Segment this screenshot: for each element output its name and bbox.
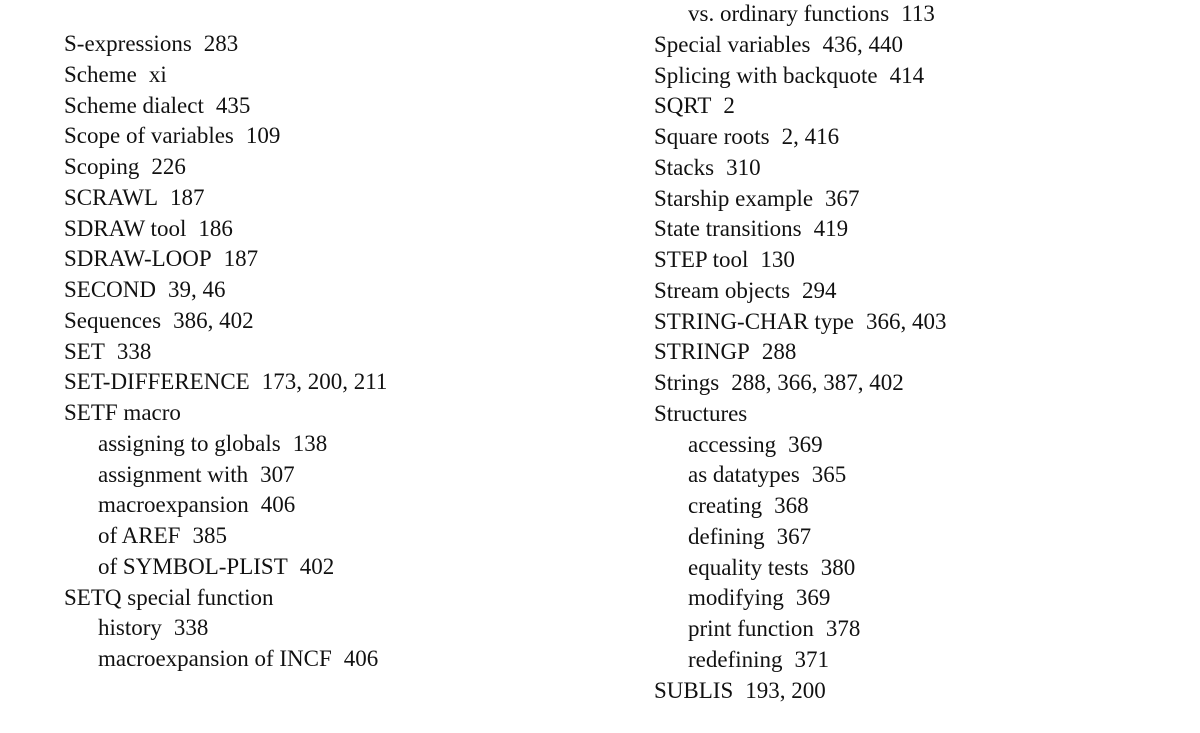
index-entry	[654, 276, 946, 307]
index-page-numbers: 288	[761, 339, 797, 365]
index-subentry	[654, 583, 946, 614]
index-term: SECOND	[64, 277, 157, 302]
index-term: assignment with	[98, 461, 249, 487]
index-page-numbers: 109	[245, 123, 281, 149]
index-term: SETQ special function	[64, 584, 274, 610]
index-entry	[654, 184, 946, 215]
index-subentry	[64, 644, 387, 675]
index-page-numbers: 39, 46	[168, 277, 226, 302]
index-term: modifying	[688, 585, 784, 611]
index-term: SETF macro	[64, 400, 181, 425]
index-subentry	[64, 460, 387, 491]
index-entry	[64, 244, 387, 275]
index-term: SDRAW tool	[64, 215, 187, 241]
index-entry	[654, 337, 946, 368]
index-term: Special variables	[654, 31, 811, 57]
index-column-left	[64, 29, 387, 675]
index-page-numbers: xi	[148, 61, 167, 87]
index-entry	[654, 368, 946, 399]
index-term: Scheme	[64, 61, 137, 87]
index-subentry	[64, 552, 387, 583]
index-entry	[654, 91, 946, 122]
index-page-numbers: 2, 416	[781, 124, 840, 149]
index-page-numbers: 367	[825, 185, 860, 211]
index-term: Square roots	[654, 124, 770, 149]
index-page-numbers: 338	[173, 615, 209, 641]
index-term: STRING-CHAR type	[654, 308, 854, 334]
index-subentry	[654, 645, 946, 676]
index-subentry	[654, 522, 946, 553]
index-term: STRINGP	[654, 339, 750, 365]
index-page-numbers: 369	[788, 431, 823, 457]
index-term: history	[98, 615, 162, 641]
index-entry	[64, 398, 387, 429]
index-page-numbers: 380	[820, 554, 856, 580]
index-term: creating	[688, 493, 763, 518]
index-term: SQRT	[654, 93, 712, 119]
index-page-numbers: 368	[774, 493, 809, 518]
index-term: Stream objects	[654, 277, 791, 303]
index-subentry	[654, 553, 946, 584]
index-subentry	[64, 613, 387, 644]
index-entry	[64, 367, 387, 398]
index-page-numbers: 294	[802, 277, 837, 303]
index-entry	[64, 91, 387, 122]
index-term: State transitions	[654, 216, 802, 242]
index-term: Starship example	[654, 185, 814, 211]
index-entry	[64, 29, 387, 60]
index-term: STEP tool	[654, 247, 749, 272]
index-term: Scheme dialect	[64, 92, 204, 118]
index-term: equality tests	[688, 554, 809, 580]
index-page-numbers: 2	[723, 93, 735, 119]
index-page-numbers: 187	[223, 246, 259, 272]
index-subentry	[654, 491, 946, 522]
index-entry	[654, 214, 946, 245]
index-page-numbers: 113	[901, 1, 935, 26]
index-page-numbers: 402	[299, 553, 335, 579]
index-entry	[64, 275, 387, 306]
index-entry	[654, 676, 946, 707]
index-entry	[654, 153, 946, 184]
index-term: vs. ordinary functions	[688, 1, 890, 26]
index-term: macroexpansion of INCF	[98, 646, 332, 671]
index-page-numbers: 367	[776, 523, 812, 549]
index-page-numbers: 307	[260, 461, 295, 487]
index-page-numbers: 385	[192, 523, 227, 548]
index-term: of SYMBOL-PLIST	[98, 553, 288, 579]
index-page-numbers: 369	[795, 585, 831, 611]
index-entry	[64, 583, 387, 614]
index-term: Scope of variables	[64, 123, 234, 149]
index-term: Sequences	[64, 307, 162, 333]
index-entry	[64, 306, 387, 337]
index-entry	[64, 152, 387, 183]
index-column-right	[654, 0, 946, 706]
index-page-numbers: 338	[116, 338, 152, 364]
index-page-numbers: 138	[292, 430, 328, 456]
index-page-numbers: 193, 200	[745, 677, 826, 703]
index-page-numbers: 288, 366, 387, 402	[731, 370, 904, 395]
index-page-numbers: 414	[889, 62, 925, 88]
index-page-numbers: 386, 402	[173, 307, 254, 333]
index-page-numbers: 378	[825, 616, 861, 641]
index-page-numbers: 226	[151, 154, 186, 179]
index-page-numbers: 436, 440	[822, 31, 903, 57]
index-term: Splicing with backquote	[654, 62, 878, 88]
index-term: S-expressions	[64, 31, 192, 56]
index-entry	[64, 337, 387, 368]
index-term: redefining	[688, 646, 783, 672]
index-subentry	[654, 614, 946, 645]
index-subentry	[64, 490, 387, 521]
index-page-numbers: 187	[170, 184, 205, 210]
index-entry	[64, 121, 387, 152]
index-term: defining	[688, 523, 765, 549]
index-subentry	[64, 521, 387, 552]
index-page-numbers: 310	[726, 154, 761, 180]
index-page-numbers: 419	[813, 216, 849, 242]
index-entry	[654, 399, 946, 430]
index-subentry	[654, 460, 946, 491]
index-term: accessing	[688, 431, 777, 457]
index-page-numbers: 173, 200, 211	[261, 369, 388, 395]
index-term: print function	[688, 616, 814, 641]
index-subentry	[654, 430, 946, 461]
index-term: macroexpansion	[98, 492, 249, 518]
index-term: of AREF	[98, 523, 181, 548]
index-page-numbers: 365	[811, 462, 847, 488]
index-term: Scoping	[64, 154, 140, 179]
index-entry	[654, 61, 946, 92]
index-term: SET	[64, 338, 105, 364]
index-entry	[654, 307, 946, 338]
index-term: as datatypes	[688, 462, 800, 488]
index-entry	[654, 30, 946, 61]
index-entry	[64, 214, 387, 245]
index-entry	[64, 183, 387, 214]
index-term: Stacks	[654, 154, 715, 180]
index-page-numbers: 435	[215, 92, 251, 118]
index-entry	[64, 60, 387, 91]
index-term: SCRAWL	[64, 184, 158, 210]
index-term: SUBLIS	[654, 677, 734, 703]
index-term: Structures	[654, 400, 748, 426]
index-term: Strings	[654, 370, 720, 395]
index-page-numbers: 406	[343, 646, 379, 671]
index-page-numbers: 283	[203, 31, 239, 56]
index-term: assigning to globals	[98, 430, 281, 456]
index-subentry	[654, 0, 946, 30]
index-page-numbers: 186	[198, 215, 233, 241]
index-page-numbers: 371	[794, 646, 830, 672]
index-term: SDRAW-LOOP	[64, 246, 212, 272]
index-entry	[654, 122, 946, 153]
index-page-numbers: 366, 403	[865, 308, 947, 334]
index-subentry	[64, 429, 387, 460]
index-page-numbers: 130	[760, 247, 795, 272]
index-page-numbers: 406	[260, 492, 296, 518]
index-term: SET-DIFFERENCE	[64, 369, 250, 395]
index-entry	[654, 245, 946, 276]
